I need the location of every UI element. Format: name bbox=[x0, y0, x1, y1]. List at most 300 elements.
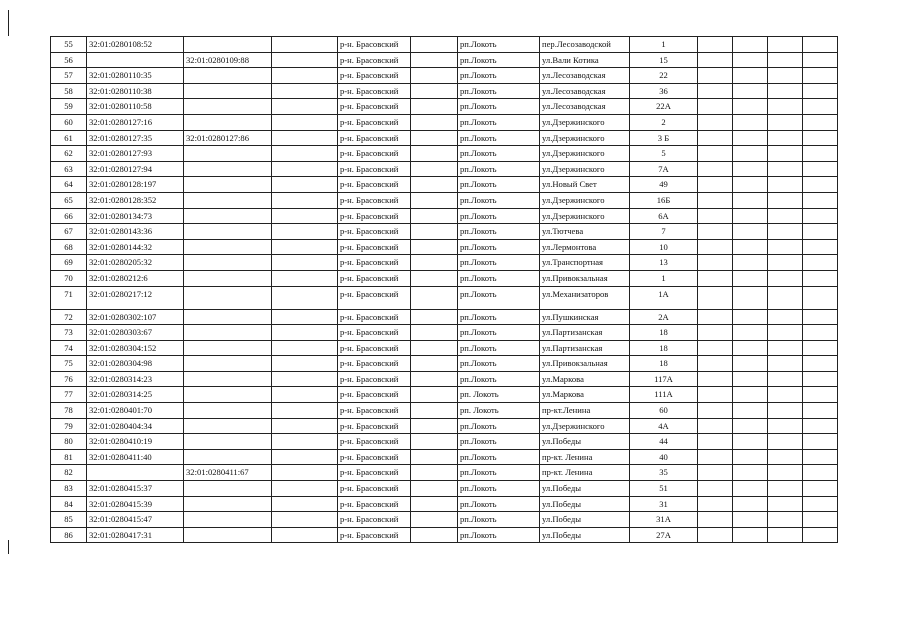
empty-cell bbox=[698, 481, 733, 497]
empty-cell bbox=[803, 208, 838, 224]
street-cell: ул.Дзержинского bbox=[540, 208, 630, 224]
street-cell: ул.Партизанская bbox=[540, 325, 630, 341]
street-cell: пр-кт. Ленина bbox=[540, 465, 630, 481]
house-number-cell: 111А bbox=[630, 387, 698, 403]
cadastral-number: 32:01:0280143:36 bbox=[87, 224, 184, 240]
row-number: 63 bbox=[51, 161, 87, 177]
table-row bbox=[51, 309, 838, 325]
empty-cell bbox=[272, 130, 338, 146]
house-number-cell: 117А bbox=[630, 371, 698, 387]
district-cell: р-н. Брасовский bbox=[338, 37, 411, 53]
house-number-cell: 13 bbox=[630, 255, 698, 271]
street-cell: пр-кт.Ленина bbox=[540, 403, 630, 419]
table-row bbox=[51, 208, 838, 224]
district-cell: р-н. Брасовский bbox=[338, 208, 411, 224]
empty-cell bbox=[768, 481, 803, 497]
empty-cell bbox=[803, 481, 838, 497]
empty-cell bbox=[698, 340, 733, 356]
settlement-cell: рп.Локоть bbox=[458, 418, 540, 434]
empty-cell bbox=[768, 340, 803, 356]
row-number: 62 bbox=[51, 146, 87, 162]
table-row bbox=[51, 481, 838, 497]
building-cadastral-number bbox=[184, 371, 272, 387]
empty-cell bbox=[272, 527, 338, 543]
empty-cell bbox=[698, 161, 733, 177]
settlement-cell: рп.Локоть bbox=[458, 434, 540, 450]
cadastral-number: 32:01:0280304:152 bbox=[87, 340, 184, 356]
empty-cell bbox=[698, 99, 733, 115]
house-number-cell: 18 bbox=[630, 356, 698, 372]
row-number: 60 bbox=[51, 114, 87, 130]
empty-cell bbox=[803, 434, 838, 450]
cadastral-number: 32:01:0280415:47 bbox=[87, 512, 184, 528]
cadastral-number: 32:01:0280128:197 bbox=[87, 177, 184, 193]
street-cell: ул.Привокзальная bbox=[540, 356, 630, 372]
house-number-cell: 6А bbox=[630, 208, 698, 224]
empty-cell bbox=[803, 99, 838, 115]
building-cadastral-number bbox=[184, 356, 272, 372]
building-cadastral-number bbox=[184, 449, 272, 465]
empty-cell bbox=[768, 371, 803, 387]
empty-cell bbox=[698, 52, 733, 68]
district-cell: р-н. Брасовский bbox=[338, 512, 411, 528]
district-cell: р-н. Брасовский bbox=[338, 161, 411, 177]
empty-cell bbox=[768, 512, 803, 528]
settlement-cell: рп.Локоть bbox=[458, 512, 540, 528]
empty-cell bbox=[768, 434, 803, 450]
house-number-cell: 35 bbox=[630, 465, 698, 481]
cadastral-number: 32:01:0280127:35 bbox=[87, 130, 184, 146]
empty-cell bbox=[768, 387, 803, 403]
cadastral-number: 32:01:0280314:23 bbox=[87, 371, 184, 387]
row-number: 84 bbox=[51, 496, 87, 512]
empty-cell bbox=[733, 371, 768, 387]
district-cell: р-н. Брасовский bbox=[338, 130, 411, 146]
empty-cell bbox=[698, 37, 733, 53]
empty-cell bbox=[803, 146, 838, 162]
empty-cell bbox=[733, 255, 768, 271]
empty-cell bbox=[768, 449, 803, 465]
empty-cell bbox=[803, 403, 838, 419]
settlement-cell: рп.Локоть bbox=[458, 208, 540, 224]
building-cadastral-number: 32:01:0280127:86 bbox=[184, 130, 272, 146]
empty-cell bbox=[411, 371, 458, 387]
building-cadastral-number bbox=[184, 239, 272, 255]
street-cell: ул.Новый Свет bbox=[540, 177, 630, 193]
building-cadastral-number bbox=[184, 309, 272, 325]
house-number-cell: 31А bbox=[630, 512, 698, 528]
district-cell: р-н. Брасовский bbox=[338, 270, 411, 286]
settlement-cell: рп.Локоть bbox=[458, 255, 540, 271]
settlement-cell: рп.Локоть bbox=[458, 481, 540, 497]
table-row bbox=[51, 146, 838, 162]
street-cell: ул.Лесозаводская bbox=[540, 99, 630, 115]
empty-cell bbox=[733, 239, 768, 255]
house-number-cell: 27А bbox=[630, 527, 698, 543]
street-cell: ул.Дзержинского bbox=[540, 130, 630, 146]
house-number-cell: 22А bbox=[630, 99, 698, 115]
cadastral-number bbox=[87, 52, 184, 68]
empty-cell bbox=[411, 239, 458, 255]
row-number: 81 bbox=[51, 449, 87, 465]
street-cell: ул.Тютчева bbox=[540, 224, 630, 240]
empty-cell bbox=[803, 224, 838, 240]
row-number: 72 bbox=[51, 309, 87, 325]
cadastral-number: 32:01:0280127:93 bbox=[87, 146, 184, 162]
district-cell: р-н. Брасовский bbox=[338, 527, 411, 543]
building-cadastral-number bbox=[184, 68, 272, 84]
table-row bbox=[51, 37, 838, 53]
building-cadastral-number bbox=[184, 224, 272, 240]
street-cell: ул.Привокзальная bbox=[540, 270, 630, 286]
empty-cell bbox=[733, 512, 768, 528]
table-row bbox=[51, 512, 838, 528]
building-cadastral-number bbox=[184, 512, 272, 528]
cadastral-number: 32:01:0280127:94 bbox=[87, 161, 184, 177]
empty-cell bbox=[411, 114, 458, 130]
empty-cell bbox=[411, 481, 458, 497]
cadastral-number: 32:01:0280410:19 bbox=[87, 434, 184, 450]
empty-cell bbox=[768, 496, 803, 512]
district-cell: р-н. Брасовский bbox=[338, 403, 411, 419]
district-cell: р-н. Брасовский bbox=[338, 371, 411, 387]
empty-cell bbox=[698, 270, 733, 286]
empty-cell bbox=[272, 146, 338, 162]
street-cell: ул.Транспортная bbox=[540, 255, 630, 271]
empty-cell bbox=[768, 255, 803, 271]
empty-cell bbox=[272, 356, 338, 372]
empty-cell bbox=[698, 449, 733, 465]
empty-cell bbox=[411, 403, 458, 419]
house-number-cell: 2А bbox=[630, 309, 698, 325]
house-number-cell: 18 bbox=[630, 340, 698, 356]
street-cell: ул.Победы bbox=[540, 434, 630, 450]
settlement-cell: рп. Локоть bbox=[458, 387, 540, 403]
empty-cell bbox=[272, 37, 338, 53]
empty-cell bbox=[768, 239, 803, 255]
house-number-cell: 3 Б bbox=[630, 130, 698, 146]
district-cell: р-н. Брасовский bbox=[338, 325, 411, 341]
table-row bbox=[51, 255, 838, 271]
empty-cell bbox=[733, 224, 768, 240]
house-number-cell: 7А bbox=[630, 161, 698, 177]
district-cell: р-н. Брасовский bbox=[338, 239, 411, 255]
house-number-cell: 40 bbox=[630, 449, 698, 465]
empty-cell bbox=[698, 208, 733, 224]
empty-cell bbox=[733, 403, 768, 419]
empty-cell bbox=[698, 68, 733, 84]
empty-cell bbox=[768, 177, 803, 193]
house-number-cell: 7 bbox=[630, 224, 698, 240]
empty-cell bbox=[803, 68, 838, 84]
street-cell: ул.Лермонтова bbox=[540, 239, 630, 255]
empty-cell bbox=[272, 208, 338, 224]
empty-cell bbox=[698, 239, 733, 255]
empty-cell bbox=[272, 449, 338, 465]
settlement-cell: рп.Локоть bbox=[458, 99, 540, 115]
empty-cell bbox=[733, 527, 768, 543]
district-cell: р-н. Брасовский bbox=[338, 68, 411, 84]
settlement-cell: рп.Локоть bbox=[458, 496, 540, 512]
settlement-cell: рп.Локоть bbox=[458, 37, 540, 53]
building-cadastral-number bbox=[184, 208, 272, 224]
settlement-cell: рп.Локоть bbox=[458, 52, 540, 68]
empty-cell bbox=[411, 527, 458, 543]
empty-cell bbox=[803, 177, 838, 193]
empty-cell bbox=[272, 403, 338, 419]
empty-cell bbox=[733, 340, 768, 356]
margin-rule bbox=[8, 540, 9, 554]
empty-cell bbox=[698, 192, 733, 208]
empty-cell bbox=[411, 325, 458, 341]
cadastral-number: 32:01:0280417:31 bbox=[87, 527, 184, 543]
district-cell: р-н. Брасовский bbox=[338, 52, 411, 68]
settlement-cell: рп.Локоть bbox=[458, 465, 540, 481]
settlement-cell: рп.Локоть bbox=[458, 83, 540, 99]
table-row bbox=[51, 434, 838, 450]
empty-cell bbox=[272, 255, 338, 271]
street-cell: ул.Победы bbox=[540, 527, 630, 543]
empty-cell bbox=[272, 270, 338, 286]
table-row bbox=[51, 270, 838, 286]
empty-cell bbox=[411, 512, 458, 528]
cadastral-number: 32:01:0280134:73 bbox=[87, 208, 184, 224]
district-cell: р-н. Брасовский bbox=[338, 387, 411, 403]
table-row bbox=[51, 239, 838, 255]
building-cadastral-number bbox=[184, 527, 272, 543]
table-row bbox=[51, 192, 838, 208]
empty-cell bbox=[768, 208, 803, 224]
empty-cell bbox=[733, 286, 768, 309]
empty-cell bbox=[698, 527, 733, 543]
settlement-cell: рп.Локоть bbox=[458, 68, 540, 84]
empty-cell bbox=[272, 192, 338, 208]
empty-cell bbox=[733, 52, 768, 68]
row-number: 85 bbox=[51, 512, 87, 528]
district-cell: р-н. Брасовский bbox=[338, 418, 411, 434]
settlement-cell: рп.Локоть bbox=[458, 146, 540, 162]
row-number: 83 bbox=[51, 481, 87, 497]
building-cadastral-number: 32:01:0280109:88 bbox=[184, 52, 272, 68]
building-cadastral-number bbox=[184, 286, 272, 309]
row-number: 75 bbox=[51, 356, 87, 372]
house-number-cell: 5 bbox=[630, 146, 698, 162]
empty-cell bbox=[698, 286, 733, 309]
table-row bbox=[51, 356, 838, 372]
street-cell: ул.Вали Котика bbox=[540, 52, 630, 68]
district-cell: р-н. Брасовский bbox=[338, 340, 411, 356]
empty-cell bbox=[768, 403, 803, 419]
building-cadastral-number bbox=[184, 177, 272, 193]
empty-cell bbox=[733, 465, 768, 481]
empty-cell bbox=[733, 83, 768, 99]
empty-cell bbox=[803, 255, 838, 271]
district-cell: р-н. Брасовский bbox=[338, 146, 411, 162]
house-number-cell: 49 bbox=[630, 177, 698, 193]
cadastral-number: 32:01:0280217:12 bbox=[87, 286, 184, 309]
house-number-cell: 31 bbox=[630, 496, 698, 512]
settlement-cell: рп.Локоть bbox=[458, 356, 540, 372]
empty-cell bbox=[733, 114, 768, 130]
empty-cell bbox=[733, 99, 768, 115]
empty-cell bbox=[698, 130, 733, 146]
building-cadastral-number bbox=[184, 161, 272, 177]
row-number: 68 bbox=[51, 239, 87, 255]
empty-cell bbox=[768, 309, 803, 325]
row-number: 78 bbox=[51, 403, 87, 419]
empty-cell bbox=[803, 371, 838, 387]
empty-cell bbox=[803, 512, 838, 528]
row-number: 66 bbox=[51, 208, 87, 224]
row-number: 57 bbox=[51, 68, 87, 84]
empty-cell bbox=[733, 481, 768, 497]
row-number: 55 bbox=[51, 37, 87, 53]
empty-cell bbox=[803, 52, 838, 68]
house-number-cell: 60 bbox=[630, 403, 698, 419]
empty-cell bbox=[272, 434, 338, 450]
district-cell: р-н. Брасовский bbox=[338, 83, 411, 99]
street-cell: ул.Партизанская bbox=[540, 340, 630, 356]
street-cell: пр-кт. Ленина bbox=[540, 449, 630, 465]
empty-cell bbox=[272, 161, 338, 177]
empty-cell bbox=[272, 68, 338, 84]
empty-cell bbox=[733, 68, 768, 84]
building-cadastral-number bbox=[184, 325, 272, 341]
empty-cell bbox=[733, 325, 768, 341]
row-number: 73 bbox=[51, 325, 87, 341]
building-cadastral-number bbox=[184, 83, 272, 99]
empty-cell bbox=[411, 161, 458, 177]
settlement-cell: рп.Локоть bbox=[458, 340, 540, 356]
empty-cell bbox=[768, 325, 803, 341]
building-cadastral-number bbox=[184, 270, 272, 286]
building-cadastral-number bbox=[184, 387, 272, 403]
empty-cell bbox=[272, 239, 338, 255]
cadastral-number: 32:01:0280304:98 bbox=[87, 356, 184, 372]
street-cell: ул.Лесозаводская bbox=[540, 68, 630, 84]
street-cell: ул.Дзержинского bbox=[540, 161, 630, 177]
empty-cell bbox=[803, 309, 838, 325]
empty-cell bbox=[768, 68, 803, 84]
empty-cell bbox=[411, 99, 458, 115]
cadastral-number: 32:01:0280110:38 bbox=[87, 83, 184, 99]
table-row bbox=[51, 371, 838, 387]
house-number-cell: 16Б bbox=[630, 192, 698, 208]
empty-cell bbox=[698, 146, 733, 162]
cadastral-number: 32:01:0280411:40 bbox=[87, 449, 184, 465]
table-row bbox=[51, 496, 838, 512]
empty-cell bbox=[768, 130, 803, 146]
empty-cell bbox=[733, 449, 768, 465]
empty-cell bbox=[803, 496, 838, 512]
settlement-cell: рп.Локоть bbox=[458, 325, 540, 341]
empty-cell bbox=[272, 465, 338, 481]
empty-cell bbox=[803, 286, 838, 309]
empty-cell bbox=[698, 387, 733, 403]
street-cell: ул.Пушкинская bbox=[540, 309, 630, 325]
row-number: 64 bbox=[51, 177, 87, 193]
empty-cell bbox=[733, 496, 768, 512]
empty-cell bbox=[733, 37, 768, 53]
empty-cell bbox=[272, 52, 338, 68]
settlement-cell: рп.Локоть bbox=[458, 449, 540, 465]
empty-cell bbox=[803, 356, 838, 372]
empty-cell bbox=[272, 371, 338, 387]
empty-cell bbox=[411, 286, 458, 309]
empty-cell bbox=[698, 512, 733, 528]
empty-cell bbox=[272, 496, 338, 512]
row-number: 77 bbox=[51, 387, 87, 403]
district-cell: р-н. Брасовский bbox=[338, 177, 411, 193]
margin-rule bbox=[8, 10, 9, 36]
table-row bbox=[51, 325, 838, 341]
row-number: 82 bbox=[51, 465, 87, 481]
empty-cell bbox=[411, 130, 458, 146]
empty-cell bbox=[803, 340, 838, 356]
empty-cell bbox=[411, 192, 458, 208]
empty-cell bbox=[803, 325, 838, 341]
settlement-cell: рп.Локоть bbox=[458, 130, 540, 146]
empty-cell bbox=[411, 37, 458, 53]
empty-cell bbox=[411, 146, 458, 162]
table-row bbox=[51, 286, 838, 309]
empty-cell bbox=[272, 512, 338, 528]
empty-cell bbox=[272, 83, 338, 99]
cadastral-number: 32:01:0280128:352 bbox=[87, 192, 184, 208]
empty-cell bbox=[803, 130, 838, 146]
empty-cell bbox=[698, 114, 733, 130]
table-row bbox=[51, 224, 838, 240]
street-cell: ул.Маркова bbox=[540, 387, 630, 403]
empty-cell bbox=[733, 161, 768, 177]
cadastral-number: 32:01:0280110:58 bbox=[87, 99, 184, 115]
empty-cell bbox=[272, 340, 338, 356]
empty-cell bbox=[698, 309, 733, 325]
house-number-cell: 15 bbox=[630, 52, 698, 68]
empty-cell bbox=[411, 83, 458, 99]
empty-cell bbox=[698, 418, 733, 434]
empty-cell bbox=[411, 52, 458, 68]
building-cadastral-number bbox=[184, 481, 272, 497]
settlement-cell: рп.Локоть bbox=[458, 286, 540, 309]
row-number: 86 bbox=[51, 527, 87, 543]
empty-cell bbox=[768, 192, 803, 208]
settlement-cell: рп.Локоть bbox=[458, 114, 540, 130]
table-row bbox=[51, 114, 838, 130]
empty-cell bbox=[272, 177, 338, 193]
empty-cell bbox=[733, 434, 768, 450]
empty-cell bbox=[411, 356, 458, 372]
empty-cell bbox=[411, 255, 458, 271]
empty-cell bbox=[733, 309, 768, 325]
building-cadastral-number bbox=[184, 37, 272, 53]
empty-cell bbox=[698, 371, 733, 387]
district-cell: р-н. Брасовский bbox=[338, 496, 411, 512]
empty-cell bbox=[272, 418, 338, 434]
empty-cell bbox=[411, 496, 458, 512]
settlement-cell: рп.Локоть bbox=[458, 371, 540, 387]
row-number: 58 bbox=[51, 83, 87, 99]
empty-cell bbox=[768, 418, 803, 434]
district-cell: р-н. Брасовский bbox=[338, 449, 411, 465]
empty-cell bbox=[411, 177, 458, 193]
empty-cell bbox=[698, 325, 733, 341]
settlement-cell: рп.Локоть bbox=[458, 239, 540, 255]
street-cell: ул.Лесозаводская bbox=[540, 83, 630, 99]
building-cadastral-number bbox=[184, 99, 272, 115]
settlement-cell: рп.Локоть bbox=[458, 177, 540, 193]
empty-cell bbox=[411, 387, 458, 403]
